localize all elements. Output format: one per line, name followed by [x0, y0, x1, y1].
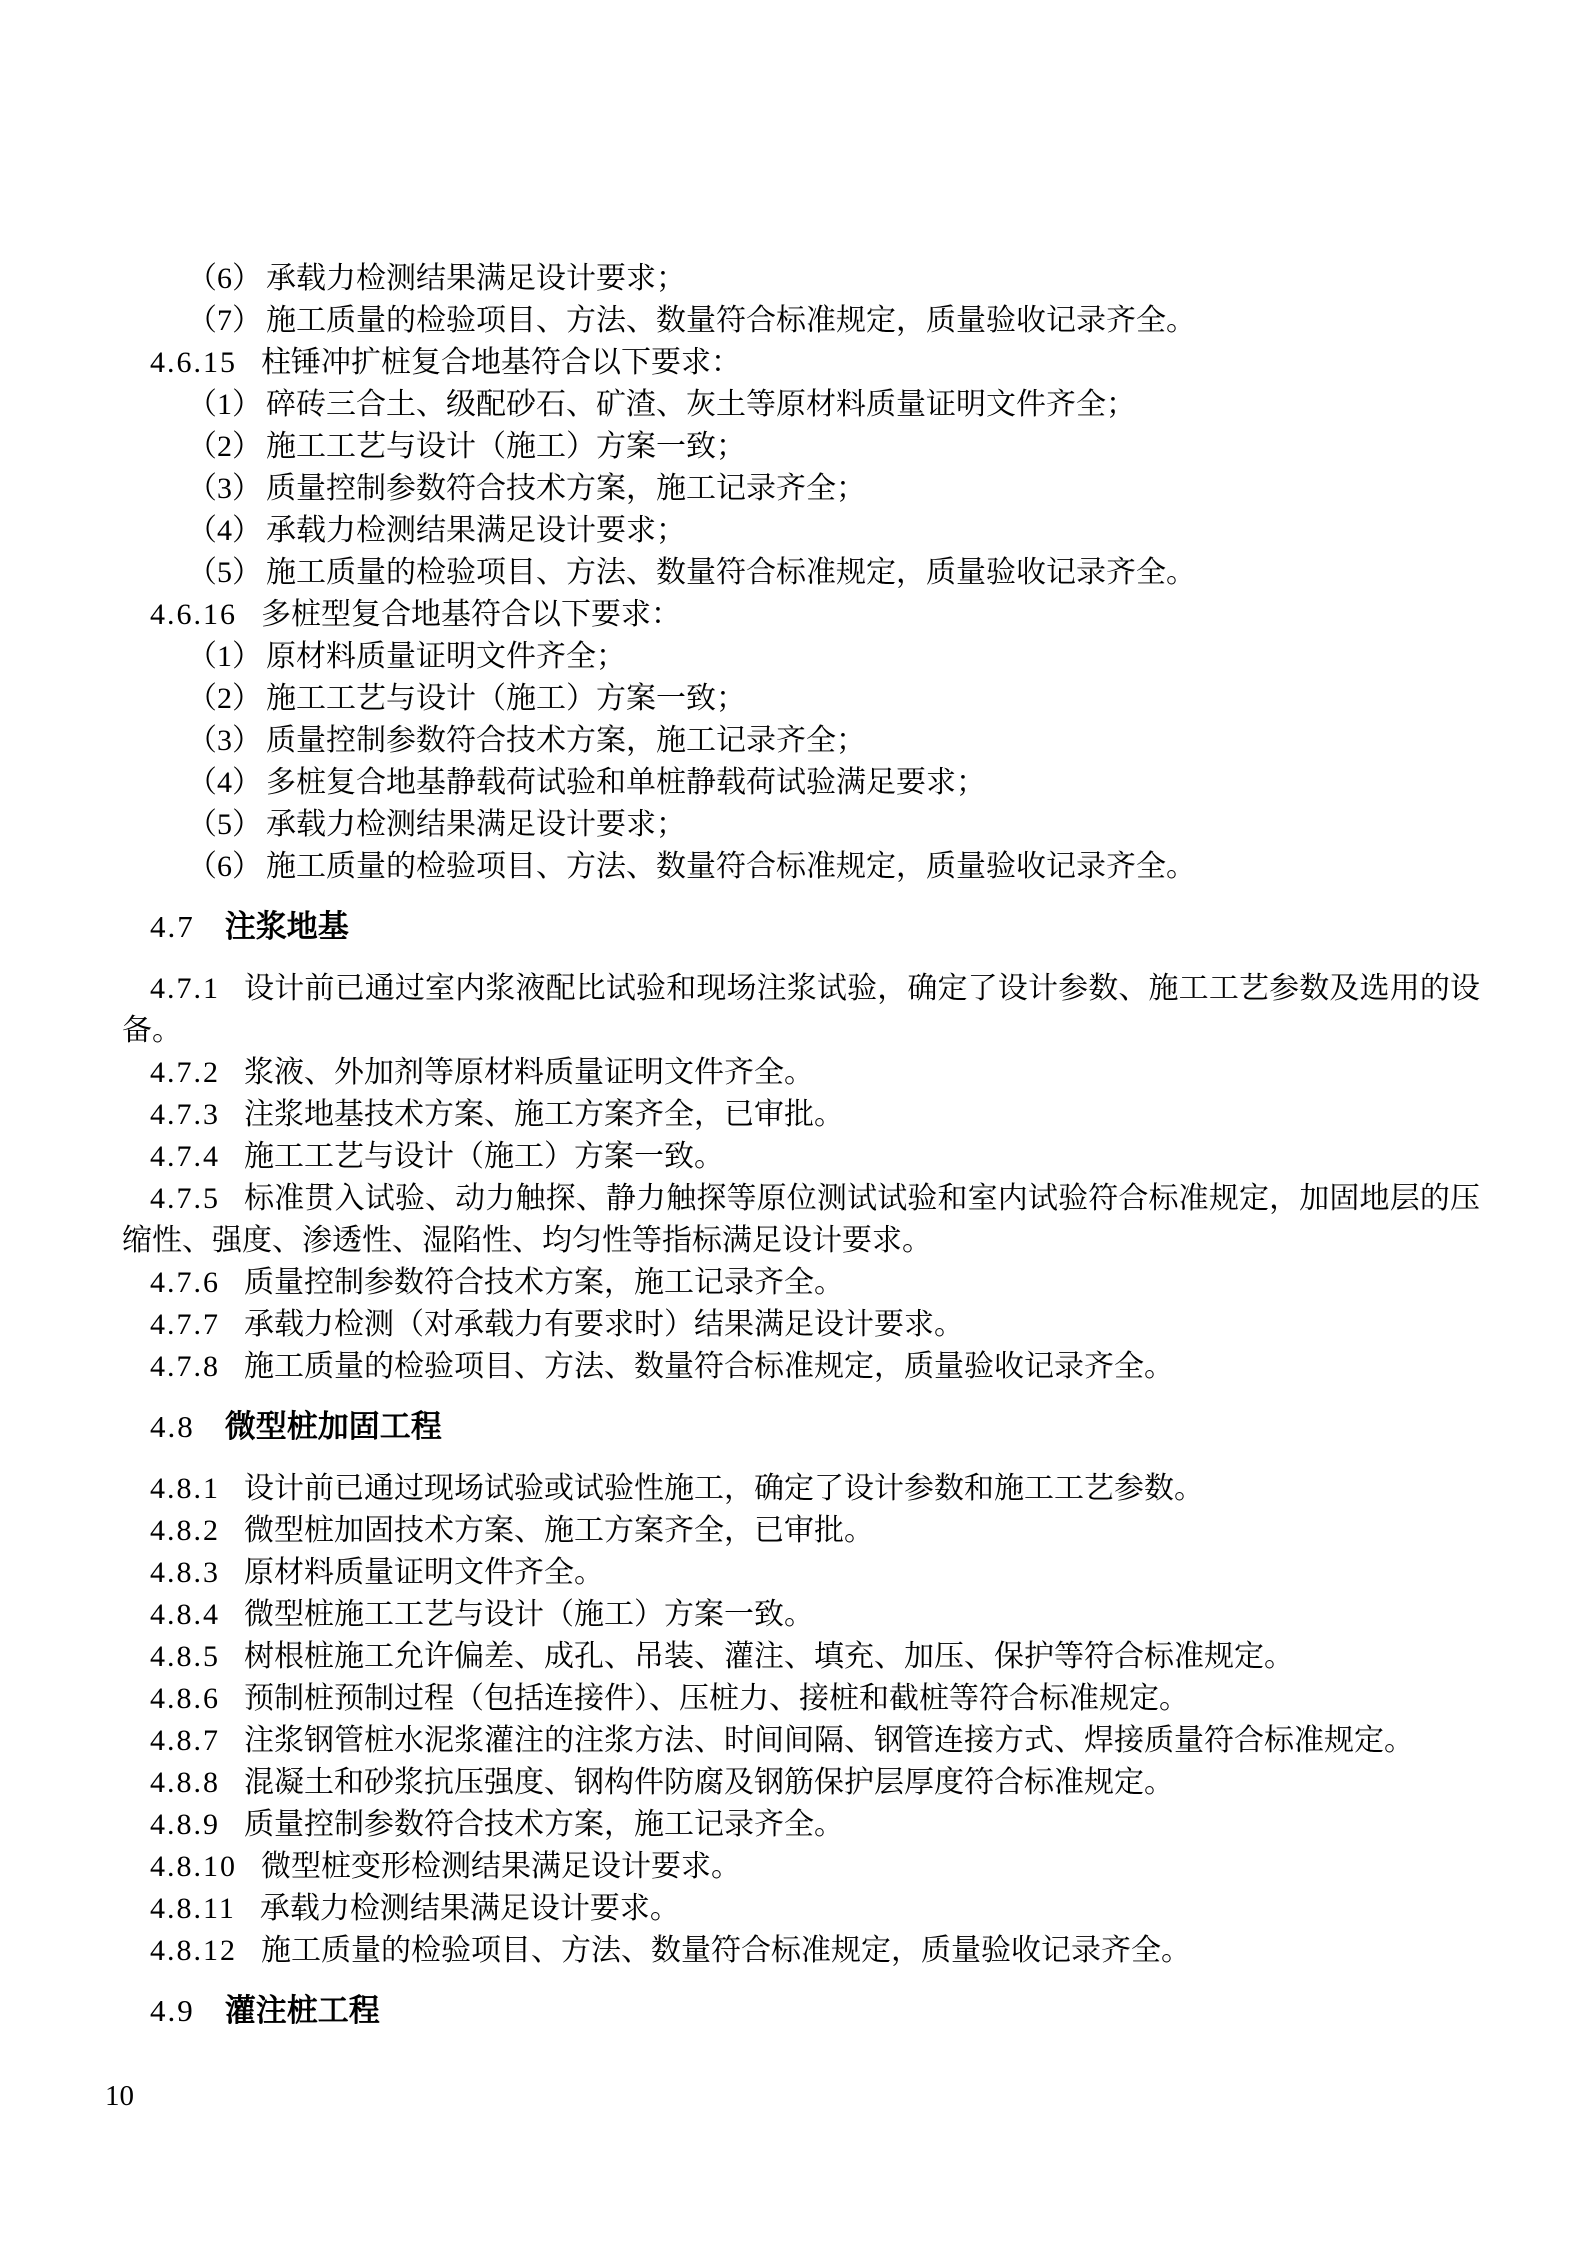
clause-paragraph [122, 594, 1480, 636]
clause-paragraph [122, 342, 1480, 384]
item-text: 施工质量的检验项目、方法、数量符合标准规定，质量验收记录齐全。 [266, 850, 1196, 883]
clause-text: 树根桩施工允许偏差、成孔、吊装、灌注、填充、加压、保护等符合标准规定。 [244, 1640, 1294, 1673]
clause-number: 4.7.5 [150, 1182, 220, 1215]
clause-number: 4.7.4 [150, 1140, 220, 1173]
item-text: 承载力检测结果满足设计要求； [266, 262, 686, 295]
section-heading [122, 906, 1480, 948]
list-item [122, 846, 1480, 888]
clause-number: 4.6.16 [150, 598, 237, 631]
clause-number: 4.8.11 [150, 1892, 236, 1925]
clause-paragraph [122, 968, 1480, 1052]
clause-text: 施工质量的检验项目、方法、数量符合标准规定，质量验收记录齐全。 [261, 1934, 1191, 1967]
document-content [122, 258, 1480, 2052]
list-item [122, 678, 1480, 720]
clause-number: 4.8.5 [150, 1640, 220, 1673]
clause-number: 4.8.8 [150, 1766, 220, 1799]
clause-paragraph [122, 1930, 1480, 1972]
clause-paragraph [122, 1888, 1480, 1930]
item-text: 质量控制参数符合技术方案，施工记录齐全； [266, 472, 866, 505]
clause-paragraph [122, 1720, 1480, 1762]
item-text: 碎砖三合土、级配砂石、矿渣、灰土等原材料质量证明文件齐全； [266, 388, 1136, 421]
clause-text: 承载力检测（对承载力有要求时）结果满足设计要求。 [244, 1308, 964, 1341]
item-label: （2） [187, 682, 262, 715]
section-heading [122, 1990, 1480, 2032]
clause-paragraph [122, 1846, 1480, 1888]
clause-number: 4.8.7 [150, 1724, 220, 1757]
clause-paragraph [122, 1468, 1480, 1510]
item-text: 原材料质量证明文件齐全； [266, 640, 626, 673]
page-number: 10 [105, 2080, 134, 2112]
clause-text: 标准贯入试验、动力触探、静力触探等原位测试试验和室内试验符合标准规定，加固地层的压缩性、强度、渗透性、湿陷性、均匀性等指标满足设计要求。 [122, 1182, 1480, 1257]
item-label: （4） [187, 514, 262, 547]
item-text: 质量控制参数符合技术方案，施工记录齐全； [266, 724, 866, 757]
clause-paragraph [122, 1346, 1480, 1388]
item-label: （2） [187, 430, 262, 463]
list-item [122, 300, 1480, 342]
clause-text: 注浆钢管桩水泥浆灌注的注浆方法、时间间隔、钢管连接方式、焊接质量符合标准规定。 [244, 1724, 1414, 1757]
clause-text: 施工质量的检验项目、方法、数量符合标准规定，质量验收记录齐全。 [244, 1350, 1174, 1383]
clause-number: 4.8.4 [150, 1598, 220, 1631]
section-heading [122, 1406, 1480, 1448]
clause-paragraph [122, 1804, 1480, 1846]
list-item [122, 720, 1480, 762]
clause-number: 4.7.2 [150, 1056, 220, 1089]
list-item [122, 384, 1480, 426]
clause-paragraph [122, 1262, 1480, 1304]
clause-text: 设计前已通过室内浆液配比试验和现场注浆试验，确定了设计参数、施工工艺参数及选用的设备。 [122, 972, 1480, 1047]
list-item [122, 762, 1480, 804]
clause-number: 4.8.1 [150, 1472, 220, 1505]
clause-paragraph [122, 1594, 1480, 1636]
list-item [122, 804, 1480, 846]
clause-number: 4.8.3 [150, 1556, 220, 1589]
clause-number: 4.8.2 [150, 1514, 220, 1547]
section-number: 4.7 [150, 909, 195, 944]
clause-number: 4.8.9 [150, 1808, 220, 1841]
item-label: （7） [187, 304, 262, 337]
item-label: （1） [187, 640, 262, 673]
list-item [122, 468, 1480, 510]
clause-text: 注浆地基技术方案、施工方案齐全，已审批。 [244, 1098, 844, 1131]
list-item [122, 636, 1480, 678]
item-text: 施工质量的检验项目、方法、数量符合标准规定，质量验收记录齐全。 [266, 556, 1196, 589]
item-label: （3） [187, 472, 262, 505]
clause-paragraph [122, 1762, 1480, 1804]
clause-text: 微型桩施工工艺与设计（施工）方案一致。 [244, 1598, 814, 1631]
clause-number: 4.7.3 [150, 1098, 220, 1131]
item-text: 施工质量的检验项目、方法、数量符合标准规定，质量验收记录齐全。 [266, 304, 1196, 337]
clause-text: 混凝土和砂浆抗压强度、钢构件防腐及钢筋保护层厚度符合标准规定。 [244, 1766, 1174, 1799]
clause-paragraph [122, 1510, 1480, 1552]
clause-text: 承载力检测结果满足设计要求。 [259, 1892, 680, 1925]
clause-paragraph [122, 1552, 1480, 1594]
clause-text: 质量控制参数符合技术方案，施工记录齐全。 [244, 1808, 844, 1841]
clause-number: 4.6.15 [150, 346, 237, 379]
item-label: （6） [187, 850, 262, 883]
clause-text: 设计前已通过现场试验或试验性施工，确定了设计参数和施工工艺参数。 [244, 1472, 1204, 1505]
section-title: 微型桩加固工程 [224, 1409, 442, 1444]
clause-paragraph [122, 1178, 1480, 1262]
clause-number: 4.8.6 [150, 1682, 220, 1715]
clause-paragraph [122, 1052, 1480, 1094]
item-text: 承载力检测结果满足设计要求； [266, 514, 686, 547]
clause-text: 微型桩加固技术方案、施工方案齐全，已审批。 [244, 1514, 874, 1547]
clause-number: 4.8.12 [150, 1934, 237, 1967]
clause-number: 4.7.6 [150, 1266, 220, 1299]
clause-paragraph [122, 1094, 1480, 1136]
clause-number: 4.7.8 [150, 1350, 220, 1383]
clause-text: 多桩型复合地基符合以下要求： [261, 598, 681, 631]
clause-text: 浆液、外加剂等原材料质量证明文件齐全。 [244, 1056, 814, 1089]
section-title: 灌注桩工程 [224, 1993, 380, 2028]
section-number: 4.9 [150, 1993, 195, 2028]
list-item [122, 510, 1480, 552]
item-text: 施工工艺与设计（施工）方案一致； [266, 430, 746, 463]
item-label: （3） [187, 724, 262, 757]
list-item [122, 258, 1480, 300]
clause-text: 施工工艺与设计（施工）方案一致。 [244, 1140, 724, 1173]
item-label: （1） [187, 388, 262, 421]
clause-paragraph [122, 1636, 1480, 1678]
item-text: 多桩复合地基静载荷试验和单桩静载荷试验满足要求； [266, 766, 986, 799]
item-label: （5） [187, 556, 262, 589]
clause-paragraph [122, 1304, 1480, 1346]
item-text: 承载力检测结果满足设计要求； [266, 808, 686, 841]
item-label: （4） [187, 766, 262, 799]
section-title: 注浆地基 [224, 909, 349, 944]
clause-number: 4.8.10 [150, 1850, 237, 1883]
item-label: （5） [187, 808, 262, 841]
clause-text: 预制桩预制过程（包括连接件）、压桩力、接桩和截桩等符合标准规定。 [244, 1682, 1189, 1715]
list-item [122, 426, 1480, 468]
clause-text: 质量控制参数符合技术方案，施工记录齐全。 [244, 1266, 844, 1299]
clause-text: 柱锤冲扩桩复合地基符合以下要求： [261, 346, 741, 379]
item-text: 施工工艺与设计（施工）方案一致； [266, 682, 746, 715]
item-label: （6） [187, 262, 262, 295]
clause-text: 微型桩变形检测结果满足设计要求。 [261, 1850, 741, 1883]
clause-text: 原材料质量证明文件齐全。 [244, 1556, 604, 1589]
clause-paragraph [122, 1136, 1480, 1178]
section-number: 4.8 [150, 1409, 195, 1444]
clause-paragraph [122, 1678, 1480, 1720]
clause-number: 4.7.7 [150, 1308, 220, 1341]
list-item [122, 552, 1480, 594]
clause-number: 4.7.1 [150, 972, 220, 1005]
